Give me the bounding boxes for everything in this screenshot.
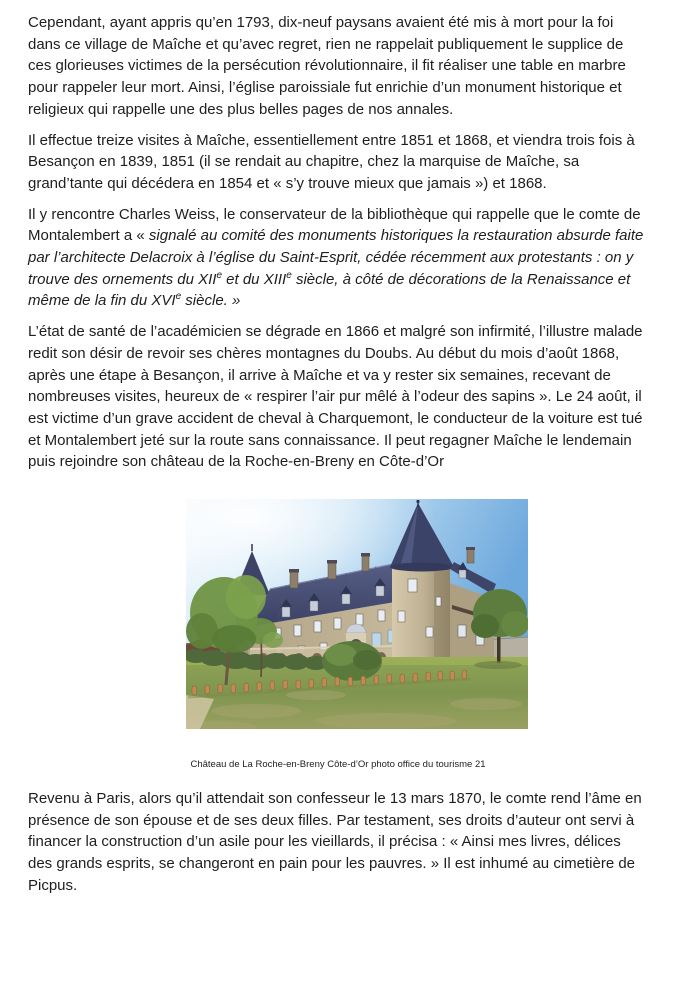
quoted-italic-text: siècle. » — [181, 292, 241, 310]
paragraphs-top — [28, 12, 648, 473]
quoted-italic-text: siècle, à côté de décorations de la Renaissance et même de la fin du XVI — [28, 270, 631, 310]
quoted-italic-text: signalé au comité des monuments historiques la restauration absurde faite par l’architecte Delacroix à l’église du Saint-Esprit, cédée récemment aux protestants : on y trouve des ornements du XII — [28, 227, 644, 288]
chateau-figure — [186, 499, 528, 729]
body-text: Revenu à Paris, alors qu’il attendait son confesseur le 13 mars 1870, le comte rend l’âme en présence de son épouse et de ses deux filles. Par testament, ses droits d’auteur ont servi à financer la construction d’un asile pour les vieillards, il précisa : « Ainsi mes livres, délices des grands esprits, se changeront en pain pour les pauvres. » Il est inhumé au cimetière de Picpus. — [28, 790, 642, 894]
body-text: Cependant, ayant appris qu’en 1793, dix-neuf paysans avaient été mis à mort pour la foi dans ce village de Maîche et qu’avec regret, rien ne rappelait publiquement le supplice de ces glorieuses victimes de la persécution révolutionnaire, il fit réaliser une table en marbre pour rappeler leur mort. Ainsi, l’église paroissiale fut enrichie d’un monument historique et religieux qui rappelle une des plus belles pages de nos annales. — [28, 14, 626, 118]
photo-caption: Château de La Roche-en-Breny Côte-d’Or photo office du tourisme 21 — [190, 759, 486, 771]
quoted-italic-text: e — [286, 269, 292, 281]
paragraph-1 — [28, 12, 648, 121]
quoted-italic-text: e — [175, 291, 182, 303]
center-bush — [322, 641, 382, 681]
closing-paragraph-1 — [28, 788, 648, 897]
paragraphs-bottom — [28, 788, 648, 897]
chateau-photo — [186, 499, 528, 729]
body-text: L’état de santé de l’académicien se dégrade en 1866 et malgré son infirmité, l’illustre malade redit son désir de revoir ses chères montagnes du Doubs. Au début du mois d’août 1868, après une étape à Besançon, il arrive à Maîche et va y rester six semaines, recevant de nombreuses visites, heureux de « respirer l’air pur mêlé à l’odeur des sapins ». Le 24 août, il est victime d’un grave accident de cheval à Charquemont, le conducteur de la voiture est tué et Montalembert jeté sur la route sans connaissance. Il peut regagner Maîche le lendemain puis rejoindre son château de la Roche-en-Breny en Côte-d’Or — [28, 323, 643, 471]
body-text: Il y rencontre Charles Weiss, le conservateur de la bibliothèque qui rappelle que le comte de Montalembert a « — [28, 205, 641, 245]
paragraph-4 — [28, 321, 648, 473]
body-text: Il effectue treize visites à Maîche, essentiellement entre 1851 et 1868, et viendra trois fois à Besançon en 1839, 1851 (il se rendait au chapitre, chez la marquise de Maîche, sa grand’tante qui décédera en 1854 et « s’y trouve mieux que jamais ») et 1868. — [28, 131, 635, 192]
quoted-italic-text: e — [216, 269, 222, 281]
paragraph-2 — [28, 130, 648, 195]
paragraph-3 — [28, 204, 648, 313]
quoted-italic-text: et du XIII — [222, 270, 287, 288]
article-body — [28, 12, 648, 906]
